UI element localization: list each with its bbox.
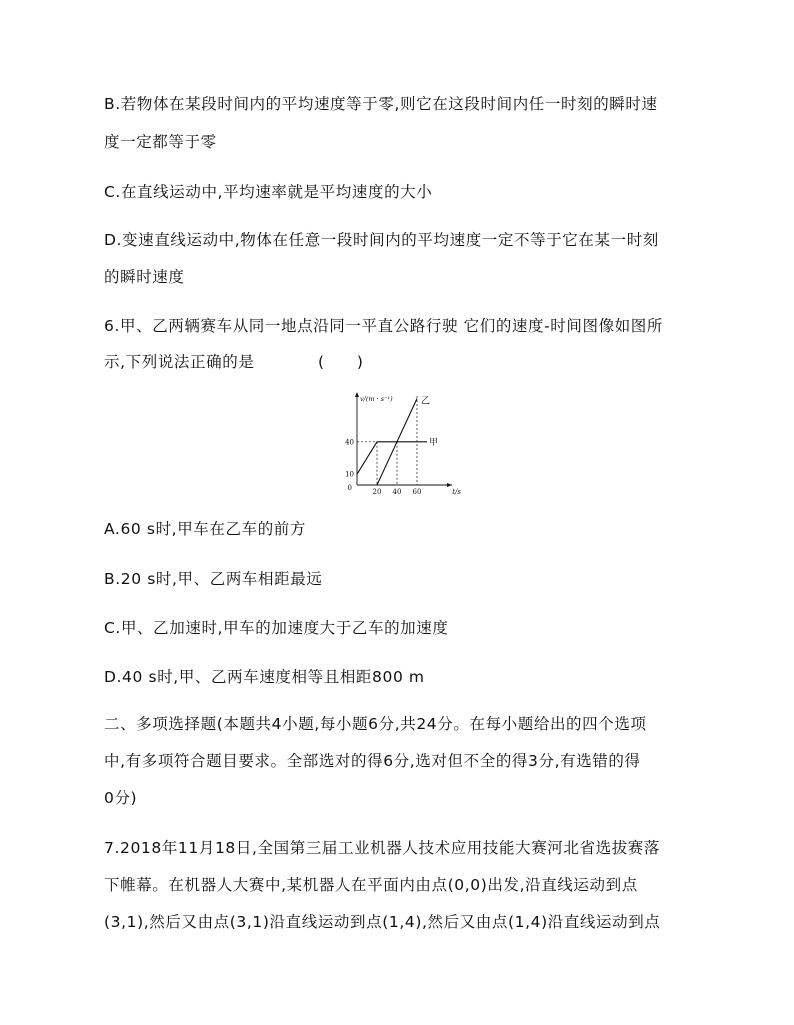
x-tick-20: 20 xyxy=(372,488,382,496)
q6-option-d: D.40 s时,甲、乙两车速度相等且相距800 m xyxy=(104,668,425,686)
question-7-line1: 7.2018年11月18日,全国第三届工业机器人技术应用技能大赛河北省选拔赛落 xyxy=(104,839,661,857)
option-b-line1: B.若物体在某段时间内的平均速度等于零,则它在这段时间内任一时刻的瞬时速 xyxy=(104,95,658,113)
series-label-2: 乙 xyxy=(421,396,431,407)
y-axis-arrow xyxy=(355,392,359,397)
x-tick-60: 60 xyxy=(412,488,422,496)
option-c: C.在直线运动中,平均速率就是平均速度的大小 xyxy=(104,183,433,201)
y-tick-10: 10 xyxy=(345,470,354,479)
velocity-time-chart xyxy=(335,388,465,498)
series-line-1 xyxy=(357,442,427,474)
section-2-line3: 0分) xyxy=(104,789,138,807)
y-tick-40: 40 xyxy=(345,438,354,447)
x-axis-label: t/s xyxy=(452,488,461,496)
option-d-line2: 的瞬时速度 xyxy=(104,268,185,286)
x-tick-40: 40 xyxy=(392,488,402,496)
option-b-line2: 度一定都等于零 xyxy=(104,133,217,151)
origin-label: 0 xyxy=(347,484,352,492)
question-6-line2: 示,下列说法正确的是 xyxy=(104,353,255,371)
option-d-line1: D.变速直线运动中,物体在任意一段时间内的平均速度一定不等于它在某一时刻 xyxy=(104,231,659,249)
q6-option-a: A.60 s时,甲车在乙车的前方 xyxy=(104,520,307,538)
series-label-1: 甲 xyxy=(429,437,439,448)
q6-option-b: B.20 s时,甲、乙两车相距最远 xyxy=(104,570,323,588)
section-2-line2: 中,有多项符合题目要求。全部选对的得6分,选对但不全的得3分,有选错的得 xyxy=(104,752,641,770)
x-axis-arrow xyxy=(447,483,452,487)
answer-paren: ( ) xyxy=(318,353,364,371)
question-7-line3: (3,1),然后又由点(3,1)沿直线运动到点(1,4),然后又由点(1,4)沿直线运动到点 xyxy=(104,913,661,931)
question-6-line1: 6.甲、乙两辆赛车从同一地点沿同一平直公路行驶 它们的速度-时间图像如图所 xyxy=(104,317,664,335)
section-2-line1: 二、多项选择题(本题共4小题,每小题6分,共24分。在每小题给出的四个选项 xyxy=(104,715,647,733)
y-axis-label: v/(m · s⁻¹) xyxy=(360,395,393,403)
q6-option-c: C.甲、乙加速时,甲车的加速度大于乙车的加速度 xyxy=(104,619,449,637)
question-7-line2: 下帷幕。在机器人大赛中,某机器人在平面内由点(0,0)出发,沿直线运动到点 xyxy=(104,876,638,894)
